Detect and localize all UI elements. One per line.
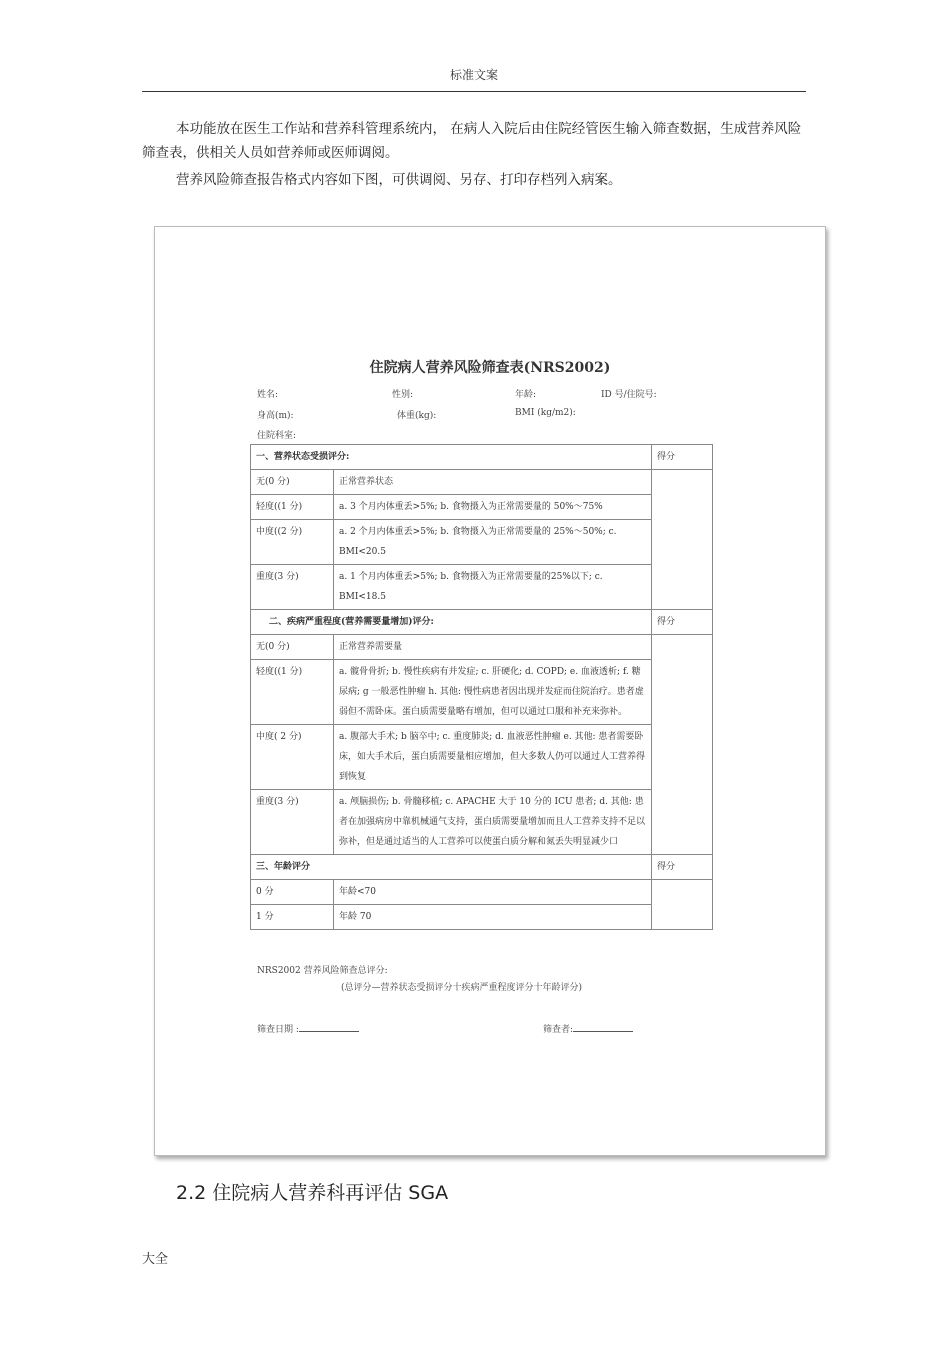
screening-date-line: [299, 1022, 359, 1032]
row-level: 轻度((1 分): [251, 660, 334, 725]
field-dept: 住院科室:: [257, 431, 297, 441]
table-row: [251, 470, 713, 495]
row-level: 重度(3 分): [251, 565, 334, 610]
row-desc: a. 3 个月内体重丢>5%; b. 食物摄入为正常需要量的 50%～75%: [334, 495, 652, 520]
table-row: [251, 725, 713, 790]
row-level: 重度(3 分): [251, 790, 334, 855]
section1-score-label: 得分: [652, 445, 713, 470]
section1-header-row: [251, 445, 713, 470]
field-id: ID 号/住院号:: [601, 390, 657, 400]
field-age: 年龄:: [515, 390, 537, 400]
table-row: [251, 520, 713, 565]
table-row: [251, 635, 713, 660]
section3-title: 三、年龄评分: [251, 855, 652, 880]
row-desc: a. 腹部大手术; b 脑卒中; c. 重度肺炎; d. 血液恶性肿瘤 e. 其他: 患者需要卧床，如大手术后，蛋白质需要量相应增加，但大多数人仍可以通过人工营养得到恢复: [334, 725, 652, 790]
row-desc: 年龄<70: [334, 880, 652, 905]
row-desc: a. 2 个月内体重丢>5%; b. 食物摄入为正常需要量的 25%～50%; c. BMI<20.5: [334, 520, 652, 565]
row-level: 无(0 分): [251, 470, 334, 495]
section1-title: 一、营养状态受损评分:: [251, 445, 652, 470]
header-divider: [142, 91, 806, 92]
nrs-table: [250, 444, 713, 930]
field-height: 身高(m):: [257, 411, 294, 421]
row-level: 轻度((1 分): [251, 495, 334, 520]
section3-score-cell: [652, 880, 713, 930]
form-title: 住院病人营养风险筛查表(NRS2002): [369, 360, 611, 376]
page-footer: 大全: [142, 1252, 169, 1267]
intro-paragraph: 本功能放在医生工作站和营养科管理系统内， 在病人入院后由住院经管医生输入筛查数据，生成营养风险筛查表，供相关人员如营养师或医师调阅。: [142, 121, 802, 161]
screener-label: 筛查者:: [543, 1025, 574, 1035]
section1-score-cell: [652, 470, 713, 610]
screening-date-label: 筛查日期 :: [257, 1025, 299, 1035]
row-desc: 正常营养需要量: [334, 635, 652, 660]
table-row: [251, 880, 713, 905]
field-bmi: BMI (kg/m2):: [515, 408, 576, 418]
row-level: 1 分: [251, 905, 334, 930]
page-header: 标准文案: [449, 68, 498, 82]
section2-score-cell: [652, 635, 713, 855]
row-desc: 年龄 70: [334, 905, 652, 930]
table-row: [251, 495, 713, 520]
section-heading: 2.2 住院病人营养科再评估 SGA: [176, 1182, 449, 1204]
row-level: 中度((2 分): [251, 520, 334, 565]
table-row: [251, 565, 713, 610]
section2-header-row: [251, 610, 713, 635]
section2-title: 二、疾病严重程度(营养需要量增加)评分:: [251, 610, 652, 635]
table-row: [251, 790, 713, 855]
row-desc: a. 髋骨骨折; b. 慢性疾病有并发症; c. 肝硬化; d. COPD; e. 血液透析; f. 糖尿病; g 一般恶性肿瘤 h. 其他: 慢性病患者因出现并发症而住院治疗。患者虚弱但不需卧床。蛋白质需要量略有增加，但可以通过口服和补充来弥补。: [334, 660, 652, 725]
nrs2002-form-image: [154, 226, 826, 1156]
row-level: 无(0 分): [251, 635, 334, 660]
report-format-paragraph: 营养风险筛查报告格式内容如下图，可供调阅、另存、打印存档列入病案。: [176, 172, 622, 188]
row-level: 中度( 2 分): [251, 725, 334, 790]
score-formula: (总评分—营养状态受损评分十疾病严重程度评分十年龄评分): [341, 983, 583, 993]
total-score-label: NRS2002 营养风险筛查总评分:: [257, 966, 388, 976]
screening-date: [257, 1022, 359, 1035]
row-desc: a. 颅脑损伤; b. 骨髓移植; c. APACHE 大于 10 分的 ICU 患者; d. 其他: 患者在加强病房中靠机械通气支持，蛋白质需要量增加而且人工营养支持不足以弥补，但是通过适当的人工营养可以使蛋白质分解和氮丢失明显减少口: [334, 790, 652, 855]
table-row: [251, 905, 713, 930]
section3-score-label: 得分: [652, 855, 713, 880]
field-sex: 性别:: [392, 390, 414, 400]
table-row: [251, 660, 713, 725]
section2-score-label: 得分: [652, 610, 713, 635]
row-level: 0 分: [251, 880, 334, 905]
field-weight: 体重(kg):: [397, 411, 437, 421]
field-name: 姓名:: [257, 390, 279, 400]
row-desc: 正常营养状态: [334, 470, 652, 495]
screener-line: [573, 1022, 633, 1032]
section3-header-row: [251, 855, 713, 880]
screener: [543, 1022, 633, 1035]
row-desc: a. 1 个月内体重丢>5%; b. 食物摄入为正常需要量的25%以下; c. BMI<18.5: [334, 565, 652, 610]
